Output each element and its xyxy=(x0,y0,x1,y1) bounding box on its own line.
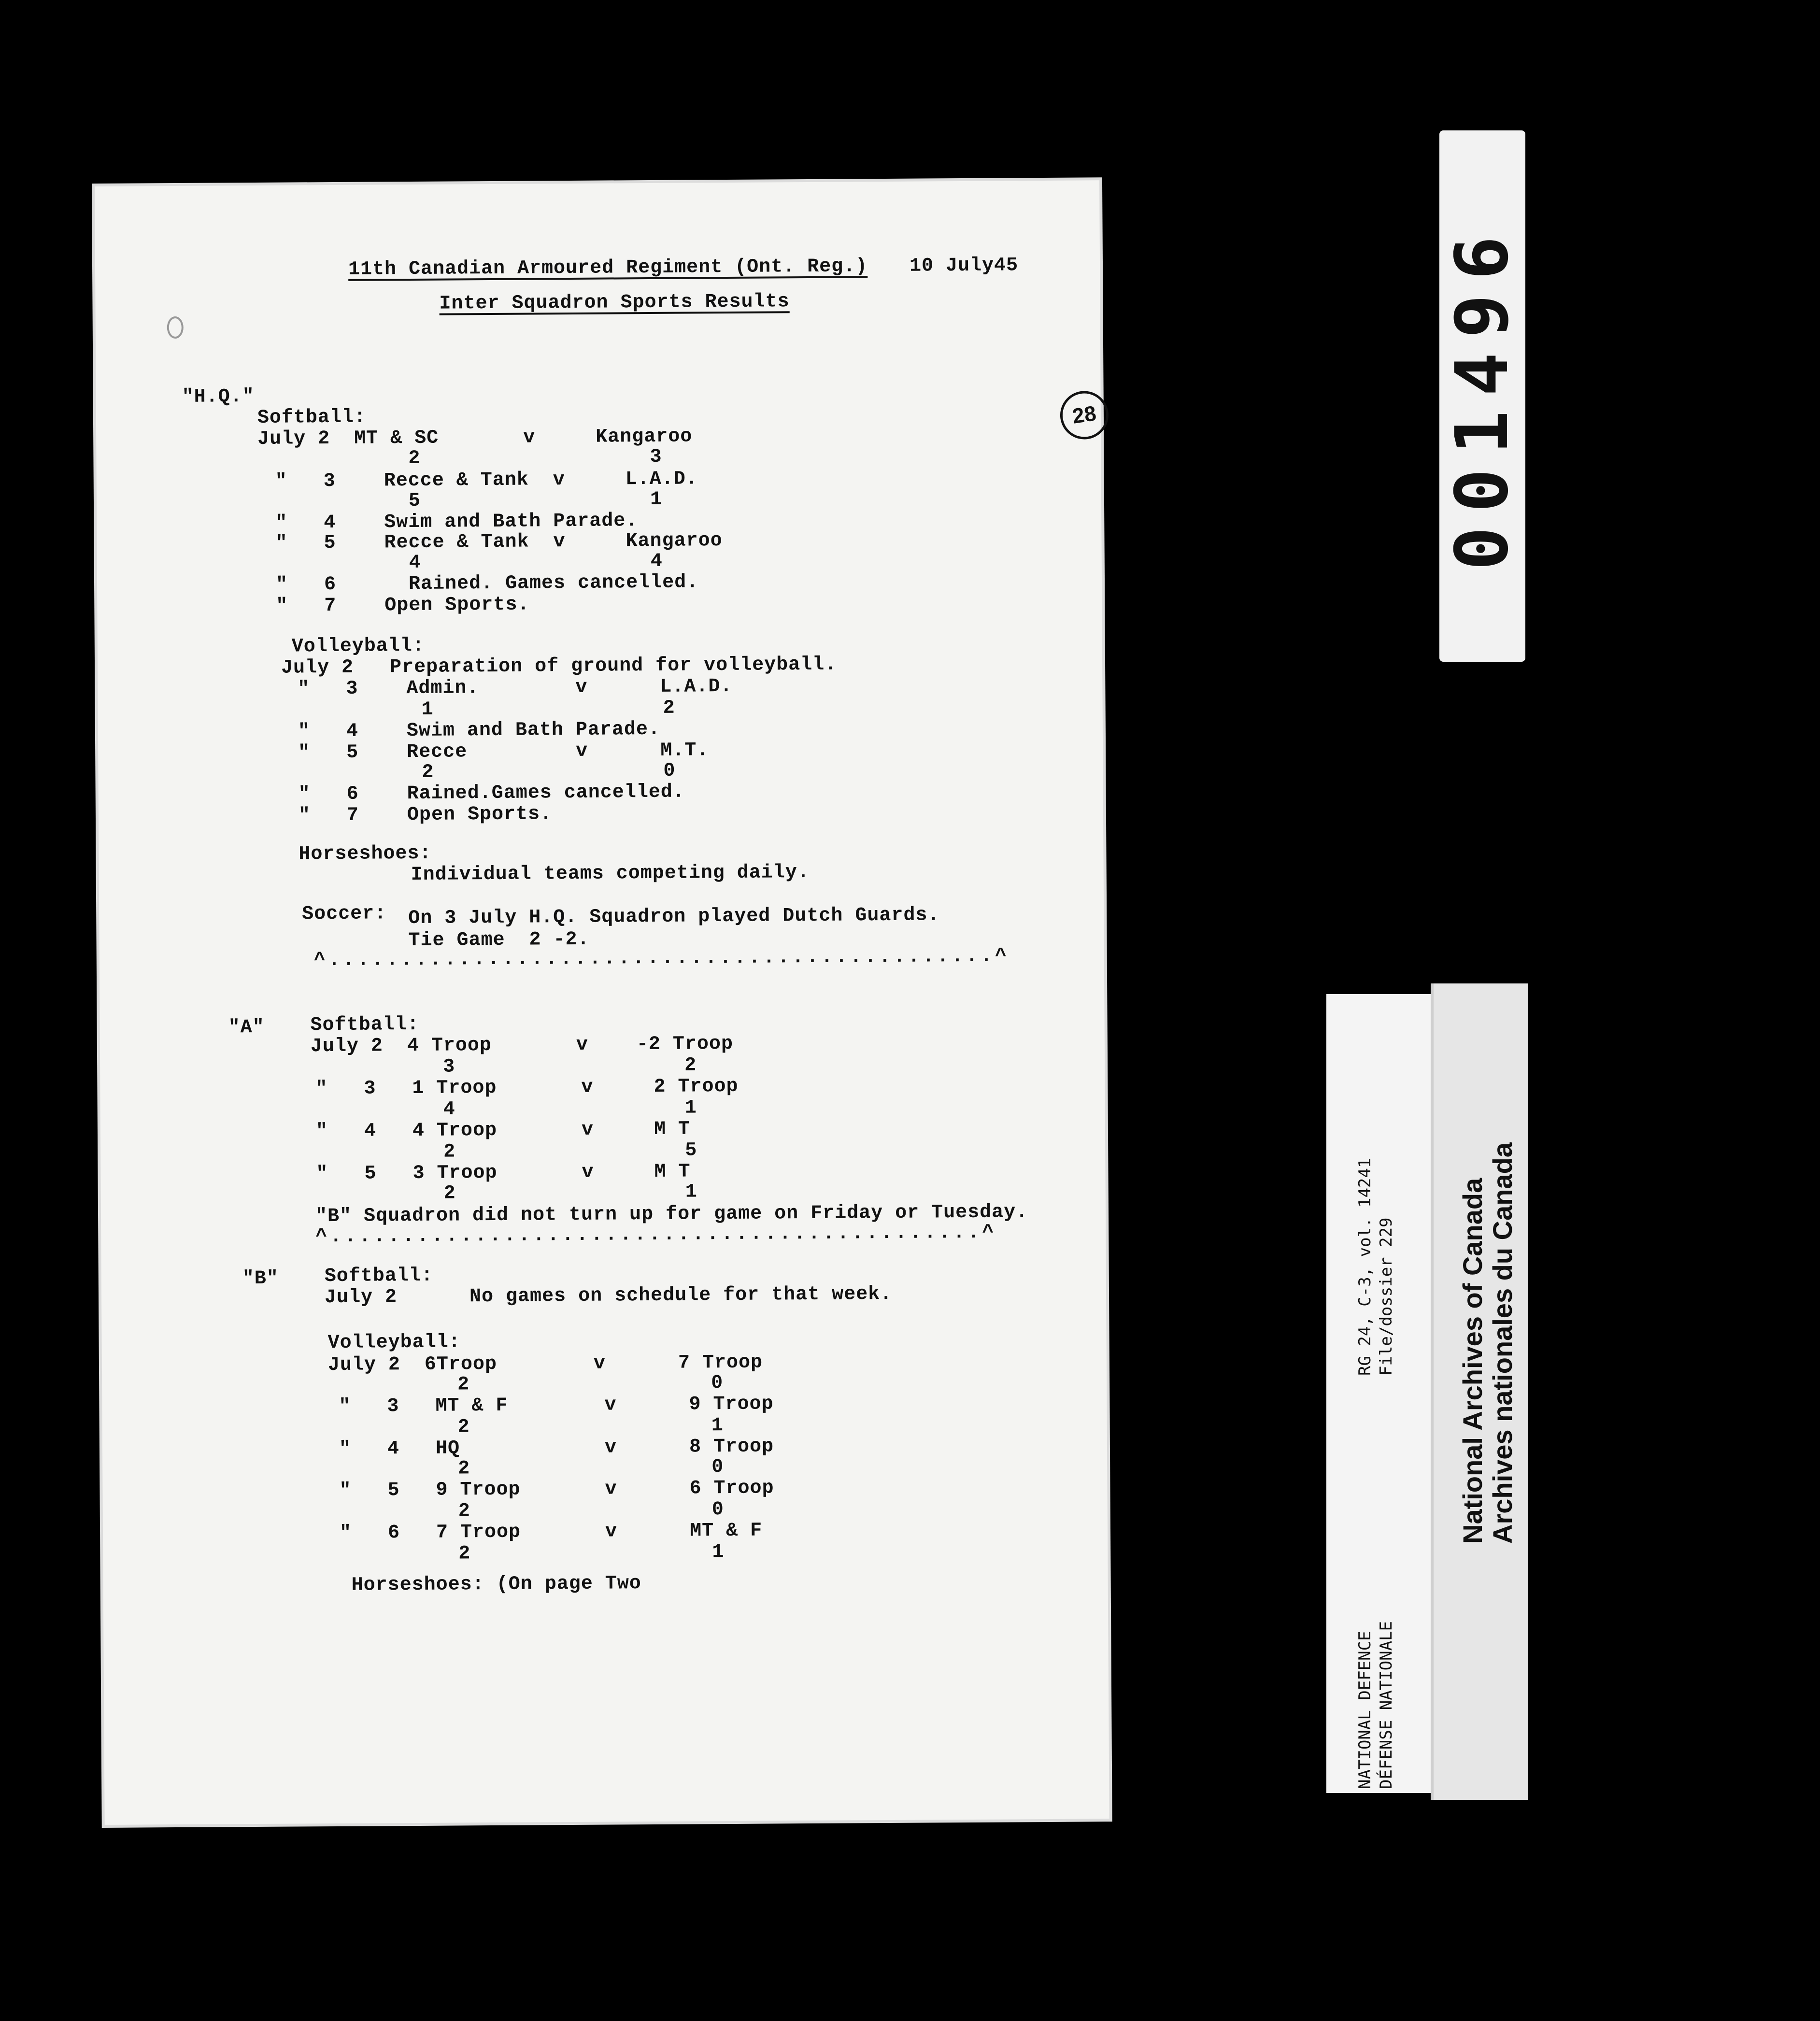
result-line: " 4 HQ v 8 Troop xyxy=(339,1436,774,1460)
result-line: " 4 Swim and Bath Parade. xyxy=(275,510,638,534)
result-line: " 4 Swim and Bath Parade. xyxy=(298,718,661,743)
section-label-b: "B" xyxy=(242,1267,279,1290)
result-line: Horseshoes: (On page Two xyxy=(351,1573,641,1596)
header-date: 10 July45 xyxy=(909,255,1019,277)
result-line: July 2 MT & SC v Kangaroo xyxy=(257,426,693,450)
sport-heading: Softball: xyxy=(310,1013,419,1037)
score-line: 2 0 xyxy=(457,1372,724,1396)
result-line: " 5 9 Troop v 6 Troop xyxy=(339,1477,774,1502)
document-subtitle: Inter Squadron Sports Results xyxy=(439,291,790,315)
folio-number: 28 xyxy=(1071,401,1098,428)
score-line: 1 2 xyxy=(421,697,675,721)
sport-heading: Softball: xyxy=(324,1265,433,1288)
result-line: " 5 3 Troop v M T xyxy=(316,1161,691,1185)
result-line: " 3 Admin. v L.A.D. xyxy=(298,675,733,700)
separator-dots: ^..............................................^ xyxy=(313,945,1010,972)
result-line: " 7 Open Sports. xyxy=(276,594,530,617)
result-line: Individual teams competing daily. xyxy=(411,861,810,886)
result-line: " 3 MT & F v 9 Troop xyxy=(339,1393,774,1418)
score-line: 2 1 xyxy=(458,1541,725,1565)
result-line: " 6 Rained.Games cancelled. xyxy=(298,781,685,806)
document-page xyxy=(95,180,1109,1825)
department-line-1: NATIONAL DEFENCE xyxy=(1355,1631,1375,1789)
score-line: 3 2 xyxy=(443,1054,697,1078)
score-line: 2 1 xyxy=(457,1415,724,1438)
separator-dots: ^.............................................^ xyxy=(315,1222,997,1248)
sport-heading: Soccer: xyxy=(302,903,387,925)
score-line: 2 1 xyxy=(443,1181,697,1205)
score-line: 4 4 xyxy=(409,550,663,574)
section-label-hq: "H.Q." xyxy=(182,385,255,408)
sport-heading: Horseshoes: xyxy=(299,842,432,866)
result-line: " 3 1 Troop v 2 Troop xyxy=(315,1075,739,1100)
result-line: " 7 Open Sports. xyxy=(298,803,553,827)
department-line-2: DÉFENSE NATIONALE xyxy=(1377,1621,1396,1789)
result-line: Tie Game 2 -2. xyxy=(408,928,590,952)
score-line: 5 1 xyxy=(408,488,663,512)
section-label-a: "A" xyxy=(228,1016,265,1039)
score-line: 2 0 xyxy=(422,760,676,783)
result-line: " 6 7 Troop v MT & F xyxy=(339,1520,763,1544)
result-line: " 4 4 Troop v M T xyxy=(315,1118,691,1143)
archives-name-fr: Archives nationales du Canada xyxy=(1487,1142,1518,1544)
punch-hole xyxy=(167,316,184,339)
folio-stamp xyxy=(1057,388,1111,442)
result-line: July 2 Preparation of ground for volleyball. xyxy=(281,654,837,679)
score-line: 2 5 xyxy=(443,1139,697,1163)
score-line: 2 3 xyxy=(408,446,662,470)
score-line: 4 1 xyxy=(443,1097,697,1121)
reference-label-card xyxy=(1326,994,1431,1793)
archives-name-en: National Archives of Canada xyxy=(1457,1178,1488,1544)
sport-heading: Volleyball: xyxy=(327,1331,461,1354)
result-line: " 5 Recce v M.T. xyxy=(298,740,709,764)
result-line: "B" Squadron did not turn up for game on Friday or Tuesday. xyxy=(315,1201,1028,1228)
score-line: 2 0 xyxy=(458,1456,724,1480)
result-line: " 3 Recce & Tank v L.A.D. xyxy=(275,468,698,493)
result-line: On 3 July H.Q. Squadron played Dutch Guards. xyxy=(408,904,940,930)
reference-line-1: RG 24, C-3, vol. 14241 xyxy=(1355,1158,1375,1376)
sport-heading: Softball: xyxy=(257,406,367,429)
header-title: 11th Canadian Armoured Regiment (Ont. Reg.) xyxy=(348,256,868,281)
sport-heading: Volleyball: xyxy=(291,635,425,658)
frame-number: 001496 xyxy=(1440,222,1525,570)
result-line: July 2 No games on schedule for that week. xyxy=(324,1283,893,1309)
result-line: July 2 6Troop v 7 Troop xyxy=(327,1352,763,1377)
frame-number-box xyxy=(1439,130,1525,662)
archives-label-card xyxy=(1431,983,1528,1800)
result-line: July 2 4 Troop v -2 Troop xyxy=(310,1033,734,1058)
result-line: " 6 Rained. Games cancelled. xyxy=(275,571,699,596)
reference-line-2: File/dossier 229 xyxy=(1377,1217,1396,1376)
score-line: 2 0 xyxy=(458,1499,724,1523)
result-line: " 5 Recce & Tank v Kangaroo xyxy=(275,530,723,555)
